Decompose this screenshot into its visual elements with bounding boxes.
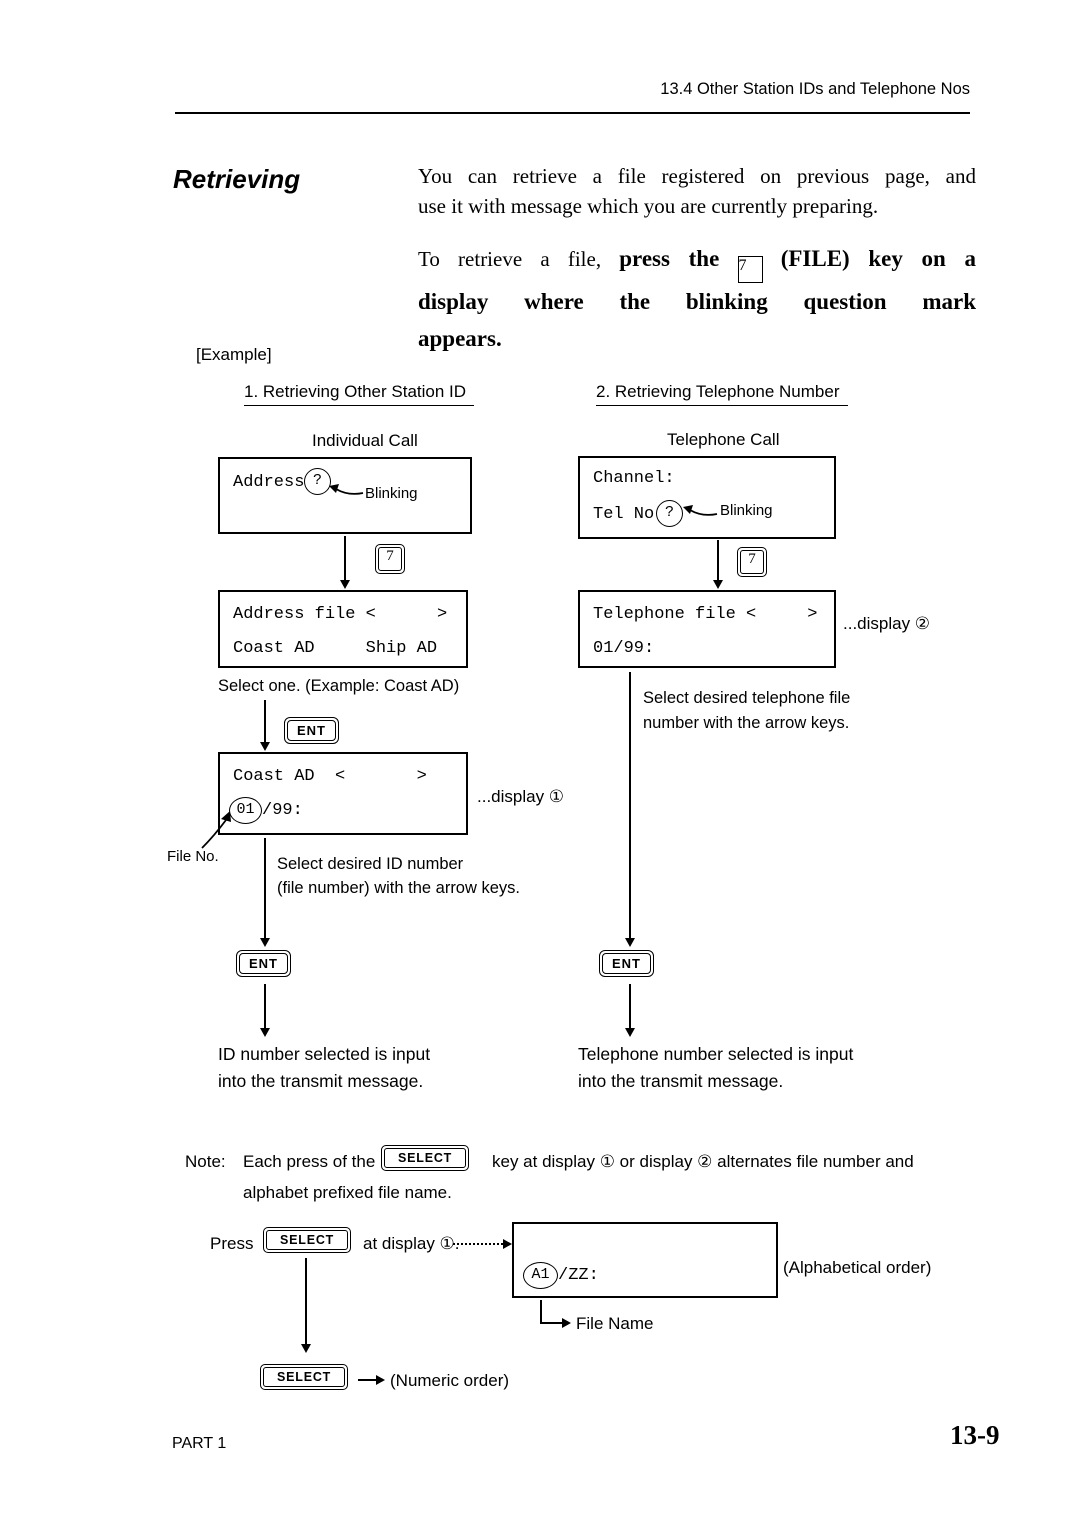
left-column-title: 1. Retrieving Other Station ID (244, 382, 474, 406)
intro-p2-line2: display where the blinking question mark (418, 289, 976, 314)
numeric-order-label: (Numeric order) (390, 1371, 510, 1390)
dotted-arrow (453, 1243, 503, 1245)
file-key-7: 7 (378, 547, 402, 571)
select-telephone-caption (643, 686, 850, 736)
file-key-7-inline: 7 (738, 256, 763, 283)
file-number-circle: 01 (229, 797, 262, 824)
press-label: Press (210, 1234, 254, 1253)
intro-p2-normal: To retrieve a file, (418, 247, 602, 271)
file-name-label: File Name (576, 1314, 654, 1333)
numeric-order-arrow (358, 1379, 376, 1381)
intro-paragraph-2 (418, 240, 976, 357)
intro-paragraph-1 (418, 161, 976, 221)
intro-p2-line3: appears. (418, 326, 502, 351)
blinking-label: Blinking (720, 502, 773, 519)
alphabetical-order-label: (Alphabetical order) (783, 1258, 932, 1277)
left-result-line1: ID number selected is input (218, 1044, 431, 1064)
header-section-label: 13.4 Other Station IDs and Telephone Nos (660, 80, 970, 98)
blinking-pointer-arrow-icon (328, 481, 364, 497)
select-telephone-line1: Select desired telephone file (643, 689, 851, 707)
note-line2: alphabet prefixed file name. (243, 1183, 452, 1202)
ent-key: ENT (602, 953, 651, 974)
display-1-label: ...display ① (477, 787, 565, 806)
at-display-label: at display ①. (363, 1234, 460, 1253)
telephone-file-line1: Telephone file < > (593, 605, 818, 624)
select-one-caption: Select one. (Example: Coast AD) (218, 677, 460, 695)
select-key: SELECT (266, 1230, 348, 1250)
blinking-question-mark: ? (656, 500, 683, 527)
blinking-question-mark: ? (304, 468, 331, 495)
select-id-line2: (file number) with the arrow keys. (277, 879, 520, 897)
note-post-text: key at display ① or display ② alternates file number and (492, 1152, 914, 1171)
flow-arrow (717, 540, 719, 580)
flow-arrow (264, 984, 266, 1028)
address-file-line2: Coast AD Ship AD (233, 639, 438, 658)
retrieving-heading: Retrieving (173, 164, 301, 194)
blinking-pointer-arrow-icon (682, 502, 718, 518)
right-result-line2: into the transmit message. (578, 1071, 784, 1091)
telephone-call-label: Telephone Call (667, 430, 780, 449)
file-name-pointer-line (540, 1300, 542, 1322)
flow-arrow (629, 984, 631, 1028)
right-result-text (578, 1041, 853, 1095)
select-id-line1: Select desired ID number (277, 855, 464, 873)
note-label: Note: (185, 1152, 226, 1171)
right-result-line1: Telephone number selected is input (578, 1044, 854, 1064)
header-rule (175, 112, 970, 114)
address-file-line1: Address file < > (233, 605, 448, 624)
file-name-rest: /ZZ: (558, 1266, 599, 1285)
left-result-text (218, 1041, 430, 1095)
select-key: SELECT (263, 1367, 345, 1387)
intro-p2-bold2: (FILE) key on a (780, 246, 977, 271)
channel-display-line2: Tel No (593, 505, 655, 524)
select-id-caption (277, 852, 520, 900)
left-result-line2: into the transmit message. (218, 1071, 424, 1091)
flow-arrow (264, 838, 266, 938)
footer-part-label: PART 1 (172, 1435, 227, 1452)
select-key: SELECT (384, 1148, 466, 1168)
ent-key: ENT (287, 720, 336, 741)
channel-display-line1: Channel: (593, 469, 675, 488)
file-name-pointer-arrow (540, 1322, 562, 1324)
telephone-file-line2: 01/99: (593, 639, 655, 658)
file-no-pointer-arrow-icon (198, 808, 238, 850)
address-display-text: Address (233, 473, 305, 492)
file-name-circle: A1 (523, 1262, 558, 1289)
intro-p1-line1: You can retrieve a file registered on previous page, and (418, 164, 976, 188)
right-column-title: 2. Retrieving Telephone Number (596, 382, 848, 406)
telephone-file-display (578, 590, 836, 668)
intro-p2-bold1: press the (619, 246, 720, 271)
footer-page-number: 13-9 (950, 1420, 1000, 1450)
address-display (218, 457, 472, 534)
flow-arrow (344, 536, 346, 580)
individual-call-label: Individual Call (312, 431, 418, 450)
file-no-label: File No. (167, 848, 219, 865)
intro-p1-line2: use it with message which you are currently preparing. (418, 194, 879, 218)
flow-arrow (264, 700, 266, 742)
flow-arrow (305, 1258, 307, 1344)
flow-arrow (629, 672, 631, 938)
file-name-display (512, 1222, 778, 1298)
coast-ad-line1: Coast AD < > (233, 767, 427, 786)
coast-ad-line2-rest: /99: (262, 801, 303, 820)
address-file-display (218, 590, 468, 668)
coast-ad-display (218, 752, 468, 835)
select-telephone-line2: number with the arrow keys. (643, 714, 850, 732)
note-pre-text: Each press of the (243, 1152, 376, 1171)
file-key-7: 7 (740, 550, 764, 574)
example-label: [Example] (196, 345, 272, 364)
channel-display (578, 456, 836, 539)
display-2-label: ...display ② (843, 614, 931, 633)
intro-p2-line1 (418, 240, 976, 283)
blinking-label: Blinking (365, 485, 418, 502)
ent-key: ENT (239, 953, 288, 974)
